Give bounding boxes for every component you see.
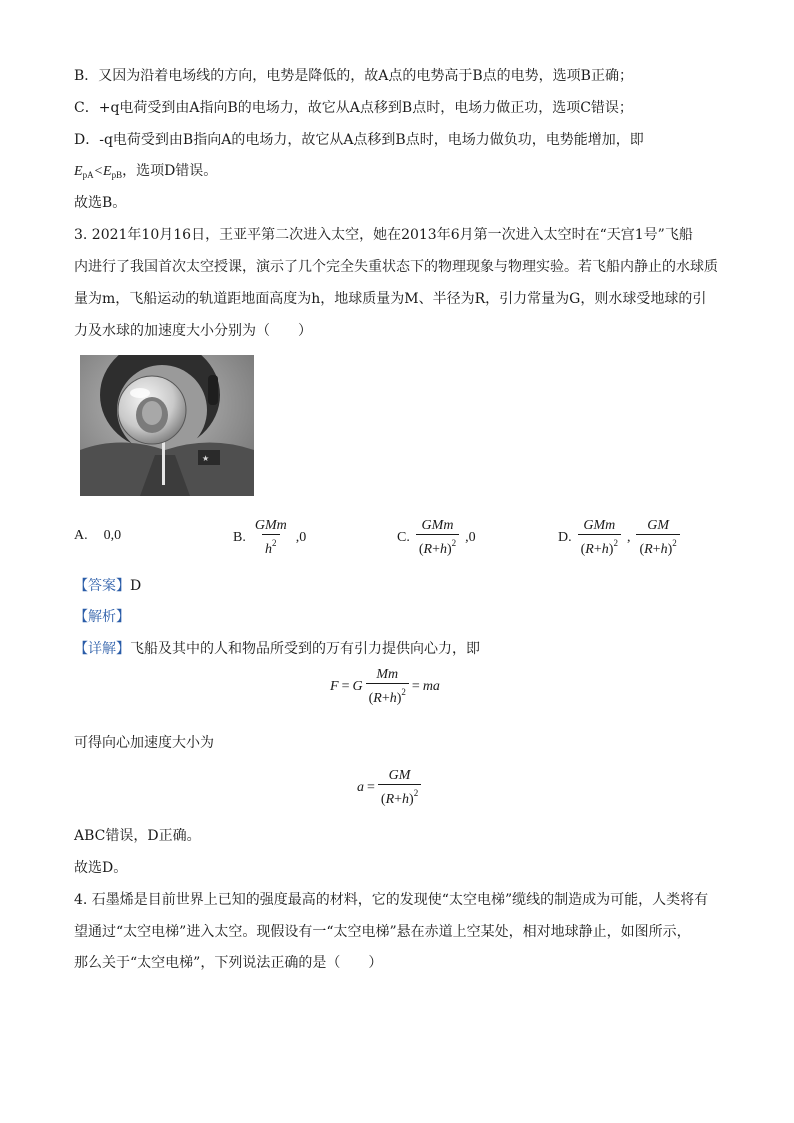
option-a-label: A.	[74, 528, 88, 543]
water-ball-photo	[80, 355, 254, 496]
option-d-fraction-force: $\frac{\text{GMm}}{(R+h)^2}$	[578, 518, 621, 557]
option-c-fraction: $\frac{\text{GMm}}{(R+h)^2}$	[416, 518, 459, 557]
q4-stem-line-2: 望通过“太空电梯”进入太空。现假设有一“太空电梯”悬在赤道上空某处，相对地球静止，如图所示，	[74, 924, 691, 940]
answer-tag: 【答案】	[74, 578, 130, 594]
option-c-label: C.	[397, 529, 410, 545]
option-d[interactable]: D. $\frac{\text{GMm}}{(R+h)^2}$ , $\frac{GM}{(R+h)^2}$	[558, 518, 680, 557]
analysis-line	[74, 607, 130, 627]
prev-option-b-text: B．又因为沿着电场线的方向，电势是降低的，故A点的电势高于B点的电势，选项B正确；	[74, 68, 633, 84]
q4-stem-line-1: 4. 石墨烯是目前世界上已知的强度最高的材料，它的发现使“太空电梯”缆线的制造成为可能，人类将有	[74, 892, 709, 908]
prev-choose-text: 故选B。	[74, 195, 127, 211]
option-b-fraction: $\frac{\text{GMm}}{h^2}$	[254, 518, 287, 557]
option-d-fraction-accel: $\frac{GM}{(R+h)^2}$	[636, 518, 679, 557]
gravitation-equation: F = G $\frac{Mm}{(R+h)^2}$ = ma	[330, 667, 440, 706]
q3-stem-line-2: 内进行了我国首次太空授课，演示了几个完全失重状态下的物理现象与物理实验。若飞船内静止的水球质	[74, 259, 718, 275]
q3-stem-line-4: 力及水球的加速度大小分别为（ ）	[74, 323, 312, 339]
detail-tag: 【详解】	[74, 641, 130, 657]
prev-option-c-text: C．+q电荷受到由A指向B的电场力，故它从A点移到B点时，电场力做正功，选项C错误；	[74, 100, 633, 116]
option-c[interactable]: C. $\frac{\text{GMm}}{(R+h)^2}$ ,0	[397, 518, 476, 557]
conclusion-text: ABC错误，D正确。	[74, 828, 201, 844]
option-b[interactable]: B. $\frac{\text{GMm}}{h^2}$ ,0	[233, 518, 307, 557]
q3-stem-line-1: 3. 2021年10月16日，王亚平第二次进入太空，她在2013年6月第一次进入太空时在“天宫1号”飞船	[74, 227, 693, 243]
derive-text: 可得向心加速度大小为	[74, 735, 214, 751]
option-a-value: 0,0	[103, 528, 122, 543]
option-d-label: D.	[558, 529, 572, 545]
prev-option-d-tail: ，选项D错误。	[122, 163, 218, 179]
q4-stem-line-3: 那么关于“太空电梯”，下列说法正确的是（ ）	[74, 955, 383, 971]
answer-line	[74, 576, 141, 596]
q3-stem-line-3: 量为m，飞船运动的轨道距地面高度为h，地球质量为M、半径为R，引力常量为G，则水球受地球的引	[74, 291, 707, 307]
answer-value: D	[130, 578, 142, 594]
option-a[interactable]	[74, 528, 121, 544]
q3-choose-text: 故选D。	[74, 860, 128, 876]
option-b-label: B.	[233, 529, 246, 545]
prev-option-d-continued	[74, 161, 217, 185]
acceleration-equation: a = $\frac{GM}{(R+h)^2}$	[357, 768, 421, 807]
detail-text: 飞船及其中的人和物品所受到的万有引力提供向心力，即	[130, 641, 480, 657]
energy-inequality: $E_{pA}<E_{pB}$	[74, 164, 123, 180]
svg-text:★: ★	[202, 454, 210, 463]
analysis-tag: 【解析】	[74, 609, 130, 625]
detail-line	[74, 639, 480, 659]
prev-option-d-text: D．-q电荷受到由B指向A的电场力，故它从A点移到B点时，电场力做负功，电势能增加，即	[74, 132, 644, 148]
